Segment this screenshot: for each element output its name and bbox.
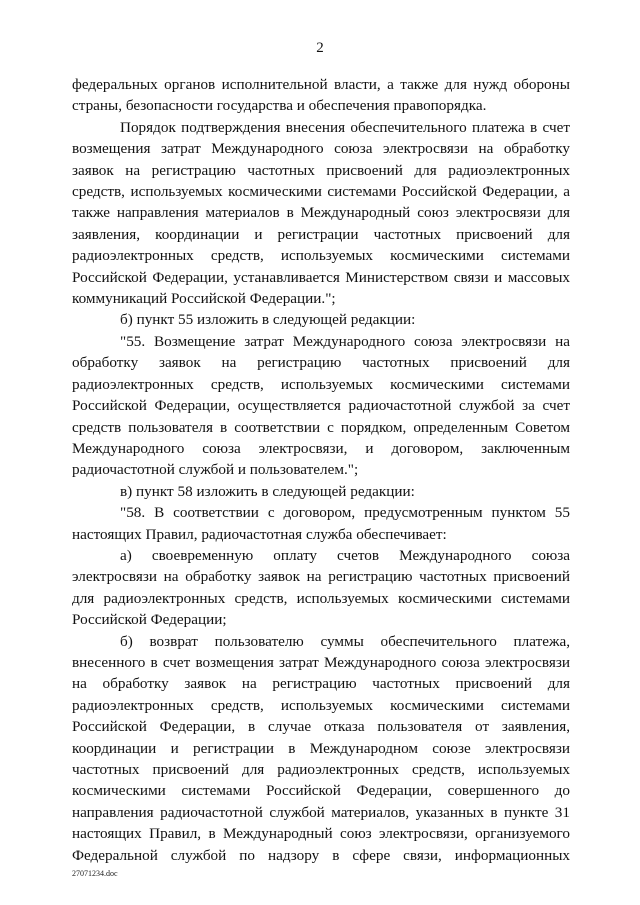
paragraph-5: в) пункт 58 изложить в следующей редакции: (120, 482, 415, 500)
page-number: 2 (316, 40, 324, 56)
paragraph-1: федеральных органов исполнительной власти, а также для нужд обороны страны, безопасности государства и обеспечения правопорядка. (72, 76, 570, 115)
paragraph-3: б) пункт 55 изложить в следующей редакции: (120, 311, 416, 329)
footer-filename: 27071234.doc (72, 869, 118, 878)
paragraph-4: "55. Возмещение затрат Международного союза электросвязи на обработку заявок на регистрацию частотных присвоений для радиоэлектронных средств, используемых космическими системами Российской Федерации, осуществляется радиочастотной службой за счет средств пользователя в соответствии с порядком, определенным Советом Международного союза электросвязи, и договором, заключенным радиочастотной службой и пользователем."; (72, 332, 570, 479)
paragraph-2: Порядок подтверждения внесения обеспечительного платежа в счет возмещения затрат Международного союза электросвязи на обработку заявок на регистрацию частотных присвоений для радиоэлектронных средств, используемых космическими системами Российской Федерации, а также направления материалов в Международный союз электросвязи для заявления, координации и регистрации частотных присвоений для радиоэлектронных средств, используемых космическими системами Российской Федерации, устанавливается Министерством связи и массовых коммуникаций Российской Федерации."; (72, 118, 570, 308)
paragraph-8: б) возврат пользователю суммы обеспечительного платежа, внесенного в счет возмещения затрат Международного союза электросвязи на обработку заявок на регистрацию частотных присвоений для радиоэлектронных средств, используемых космическими системами Российской Федерации, в случае отказа пользователя от заявления, координации и регистрации в Международном союзе электросвязи частотных присвоений для радиоэлектронных средств, используемых космическими системами Российской Федерации, совершенного до направления радиочастотной службой материалов, указанных в пункте 31 настоящих Правил, в Международный союз электросвязи, организуемого Федеральной службой по надзору в сфере связи, информационных (72, 632, 570, 864)
document-body (72, 74, 570, 866)
paragraph-7: а) своевременную оплату счетов Международного союза электросвязи на обработку заявок на регистрацию частотных присвоений для радиоэлектронных средств, используемых космическими системами Российской Федерации; (72, 546, 570, 629)
paragraph-6: "58. В соответствии с договором, предусмотренным пунктом 55 настоящих Правил, радиочастотная служба обеспечивает: (72, 504, 570, 543)
